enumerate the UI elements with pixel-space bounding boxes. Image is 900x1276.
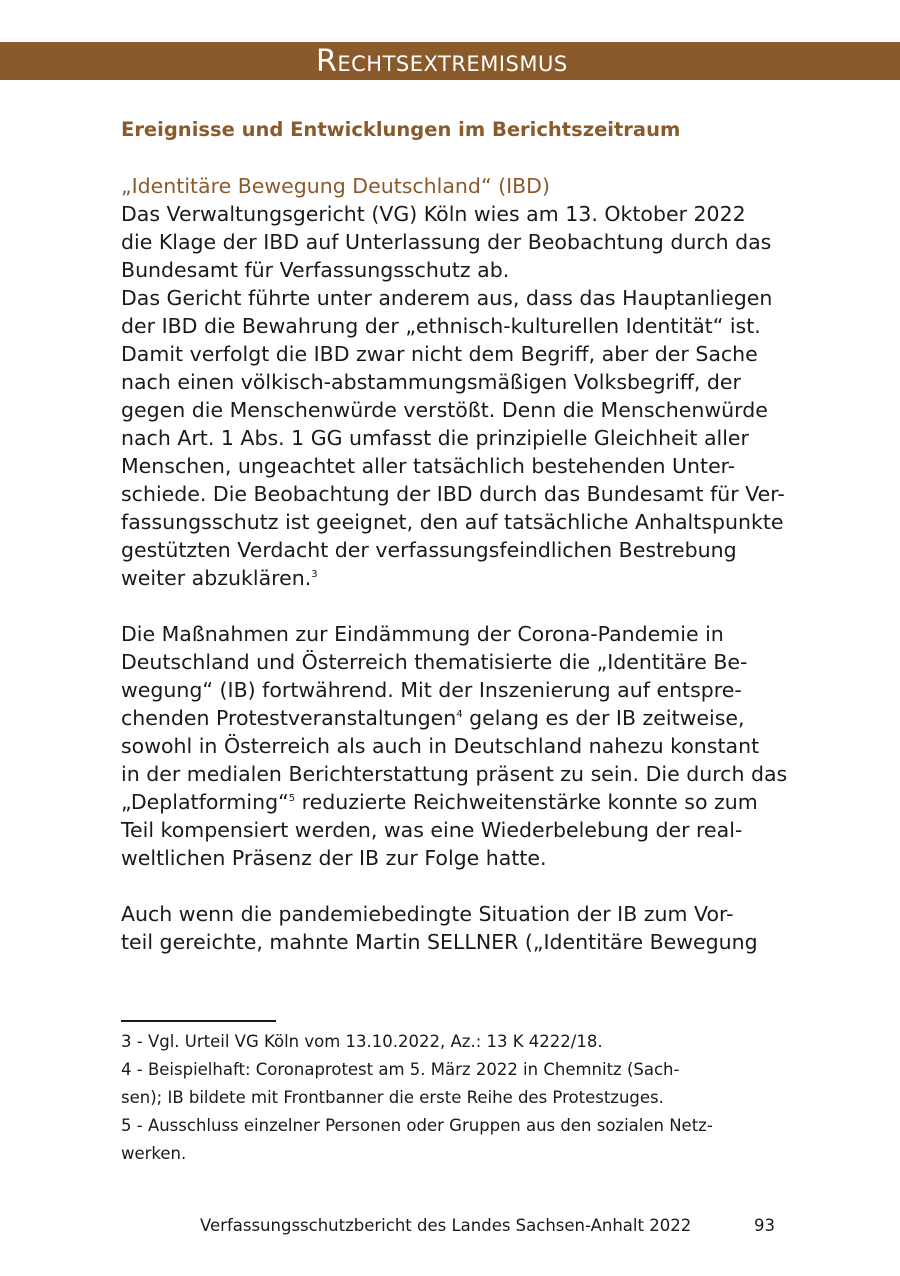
- footnote-ref-5[interactable]: 5: [288, 793, 296, 804]
- text-line: Menschen, ungeachtet aller tatsächlich bestehenden Unter-: [121, 454, 736, 478]
- footnote-line: werken.: [121, 1144, 187, 1163]
- text-fragment: chenden Protestveranstaltungen: [121, 706, 457, 730]
- footnote-ref-3[interactable]: 3: [311, 569, 318, 580]
- footnote-line: 4 - Beispielhaft: Coronaprotest am 5. März 2022 in Chemnitz (Sach-: [121, 1060, 680, 1079]
- footer-publication-title: Verfassungsschutzbericht des Landes Sachsen-Anhalt 2022: [200, 1216, 692, 1235]
- text-line: Damit verfolgt die IBD zwar nicht dem Begriff, aber der Sache: [121, 342, 758, 366]
- text-line: gegen die Menschenwürde verstößt. Denn die Menschenwürde: [121, 398, 768, 422]
- text-line: nach einen völkisch-abstammungsmäßigen Volksbegriff, der: [121, 370, 741, 394]
- text-line: gestützten Verdacht der verfassungsfeindlichen Bestrebung: [121, 538, 737, 562]
- text-line: [121, 704, 781, 732]
- text-line: wegung“ (IB) fortwährend. Mit der Inszenierung auf entspre-: [121, 678, 742, 702]
- text-fragment: reduzierte Reichweitenstärke konnte so zum: [295, 790, 758, 814]
- page-number: 93: [754, 1216, 775, 1235]
- text-line: in der medialen Berichterstattung präsent zu sein. Die durch das: [121, 762, 788, 786]
- text-fragment: „Deplatforming“: [121, 790, 289, 814]
- paragraph-3: [121, 900, 781, 956]
- text-line: der IBD die Bewahrung der „ethnisch-kulturellen Identität“ ist.: [121, 314, 761, 338]
- footnote-ref-4[interactable]: 4: [456, 709, 463, 720]
- text-line: die Klage der IBD auf Unterlassung der Beobachtung durch das: [121, 230, 772, 254]
- text-line: [121, 788, 781, 816]
- subheading: „Identitäre Bewegung Deutschland“ (IBD): [121, 174, 550, 198]
- text-line: Das Verwaltungsgericht (VG) Köln wies am 13. Oktober 2022: [121, 202, 746, 226]
- section-heading: Ereignisse und Entwicklungen im Berichtszeitraum: [121, 118, 681, 141]
- footnote-line: sen); IB bildete mit Frontbanner die erste Reihe des Protestzuges.: [121, 1088, 664, 1107]
- main-content: [121, 116, 788, 956]
- footnote-line: 3 - Vgl. Urteil VG Köln vom 13.10.2022, Az.: 13 K 4222/18.: [121, 1032, 603, 1051]
- footnotes: [121, 1020, 781, 1168]
- text-line: sowohl in Österreich als auch in Deutschland nahezu konstant: [121, 734, 760, 758]
- text-line: teil gereichte, mahnte Martin SELLNER („Identitäre Bewegung: [121, 930, 758, 954]
- text-fragment: gelang es der IB zeitweise,: [462, 706, 745, 730]
- text-line: Das Gericht führte unter anderem aus, dass das Hauptanliegen: [121, 286, 773, 310]
- text-line: Teil kompensiert werden, was eine Wiederbelebung der real-: [121, 818, 743, 842]
- text-line: schiede. Die Beobachtung der IBD durch das Bundesamt für Ver-: [121, 482, 785, 506]
- text-line: Bundesamt für Verfassungsschutz ab.: [121, 258, 510, 282]
- text-line: nach Art. 1 Abs. 1 GG umfasst die prinzipielle Gleichheit aller: [121, 426, 749, 450]
- text-line: fassungsschutz ist geeignet, den auf tatsächliche Anhaltspunkte: [121, 510, 784, 534]
- text-line: Auch wenn die pandemiebedingte Situation der IB zum Vor-: [121, 902, 734, 926]
- footnote-line: 5 - Ausschluss einzelner Personen oder Gruppen aus den sozialen Netz-: [121, 1116, 713, 1135]
- paragraph-1: [121, 200, 785, 592]
- page-section-title: Rechtsextremismus: [316, 44, 568, 79]
- text-line: Deutschland und Österreich thematisierte die „Identitäre Be-: [121, 650, 748, 674]
- footnote-divider: [121, 1020, 276, 1022]
- text-line: Die Maßnahmen zur Eindämmung der Corona-Pandemie in: [121, 622, 724, 646]
- paragraph-2: [121, 620, 788, 872]
- text-fragment: weiter abzuklären.: [121, 566, 312, 590]
- text-line: weltlichen Präsenz der IB zur Folge hatte.: [121, 846, 547, 870]
- text-line: [121, 564, 781, 592]
